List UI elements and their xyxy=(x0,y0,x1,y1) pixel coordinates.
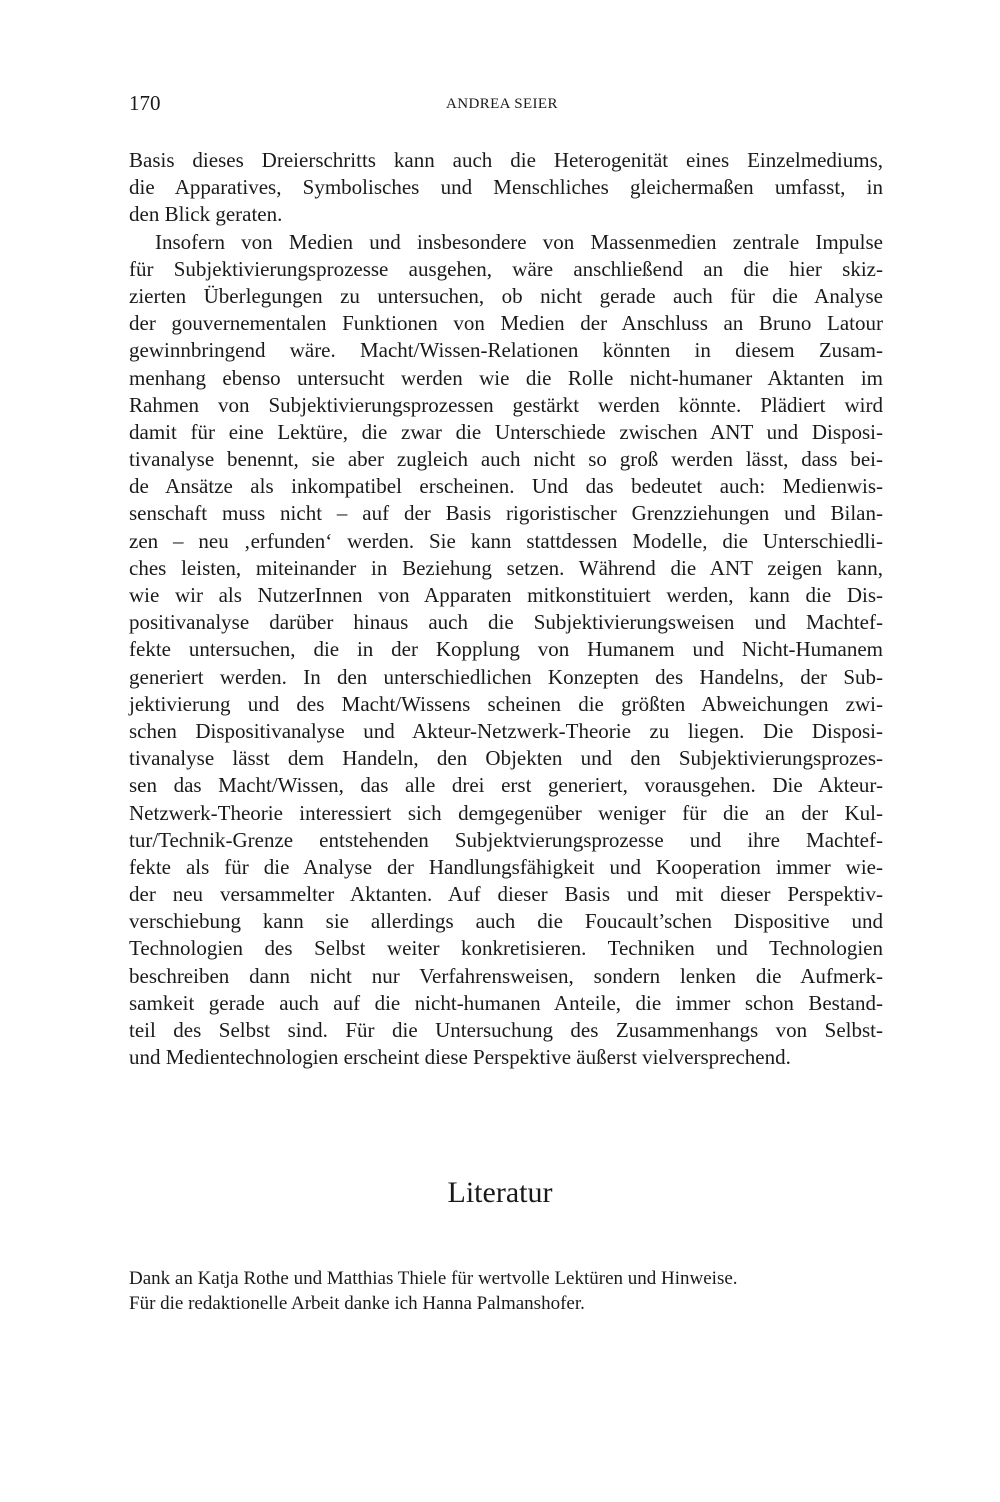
page-number: 170 xyxy=(129,91,161,115)
text-line: menhang ebenso untersucht werden wie die Rolle nicht-humaner Aktanten im xyxy=(129,365,883,390)
text-line: damit für eine Lektüre, die zwar die Unterschiede zwischen ANT und Disposi- xyxy=(129,419,883,444)
text-line: teil des Selbst sind. Für die Untersuchung des Zusammenhangs von Selbst- xyxy=(129,1018,883,1042)
text-line: fekte als für die Analyse der Handlungsfähigkeit und Kooperation immer wie- xyxy=(129,854,883,879)
text-line: generiert werden. In den unterschiedlichen Konzepten des Handelns, der Sub- xyxy=(129,664,883,689)
section-heading: Literatur xyxy=(447,1176,553,1209)
text-line: den Blick geraten. xyxy=(129,202,283,227)
text-line: für Subjektivierungsprozesse ausgehen, wäre anschließend an die hier skiz- xyxy=(129,256,883,281)
text-line: zen – neu ‚erfunden‘ werden. Sie kann stattdessen Modelle, die Unterschiedli- xyxy=(129,528,883,553)
text-line: Technologien des Selbst weiter konkretisieren. Techniken und Technologien xyxy=(129,936,883,961)
text-line: tur/Technik-Grenze entstehenden Subjektvierungsprozesse und ihre Machtef- xyxy=(129,827,883,852)
paragraph-2 xyxy=(129,229,883,1072)
text-line: tivanalyse benennt, sie aber zugleich auch nicht so groß werden lässt, dass bei- xyxy=(129,447,883,472)
text-line: der gouvernementalen Funktionen von Medien der Anschluss an Bruno Latour xyxy=(129,311,883,336)
text-line: schen Dispositivanalyse und Akteur-Netzwerk-Theorie zu liegen. Die Disposi- xyxy=(129,718,883,743)
text-line: beschreiben dann nicht nur Verfahrensweisen, sondern lenken die Aufmerk- xyxy=(129,963,883,988)
text-line: samkeit gerade auch auf die nicht-humanen Anteile, die immer schon Bestand- xyxy=(129,990,883,1015)
text-line: ches leisten, miteinander in Beziehung setzen. Während die ANT zeigen kann, xyxy=(129,555,883,580)
text-line: wie wir als NutzerInnen von Apparaten mitkonstituiert werden, kann die Dis- xyxy=(129,583,883,607)
text-line: und Medientechnologien erscheint diese Perspektive äußerst vielversprechend. xyxy=(129,1045,791,1070)
text-line: zierten Überlegungen zu untersuchen, ob nicht gerade auch für die Analyse xyxy=(129,283,883,308)
text-line: Insofern von Medien und insbesondere von Massenmedien zentrale Impulse xyxy=(155,229,883,254)
acknowledgement-line: Dank an Katja Rothe und Matthias Thiele für wertvolle Lektüren und Hinweise. xyxy=(129,1268,738,1289)
text-line: Basis dieses Dreierschritts kann auch die Heterogenität eines Einzelmediums, xyxy=(129,148,883,172)
text-line: Netzwerk-Theorie interessiert sich demgegenüber weniger für die an der Kul- xyxy=(129,800,883,825)
text-line: gewinnbringend wäre. Macht/Wissen-Relationen könnten in diesem Zusam- xyxy=(129,338,883,363)
acknowledgements xyxy=(129,1266,883,1316)
text-line: senschaft muss nicht – auf der Basis rigoristischer Grenzziehungen und Bilan- xyxy=(129,501,883,526)
text-line: de Ansätze als inkompatibel erscheinen. Und das bedeutet auch: Medienwis- xyxy=(129,474,883,499)
body-text xyxy=(129,147,883,1071)
text-line: tivanalyse lässt dem Handeln, den Objekten und den Subjektivierungsprozes- xyxy=(129,746,883,771)
running-head: ANDREA SEIER xyxy=(446,96,558,112)
paragraph-1 xyxy=(129,147,883,229)
text-line: fekte untersuchen, die in der Kopplung von Humanem und Nicht-Humanem xyxy=(129,637,883,662)
text-line: sen das Macht/Wissen, das alle drei erst generiert, vorausgehen. Die Akteur- xyxy=(129,773,883,798)
text-line: jektivierung und des Macht/Wissens scheinen die größten Abweichungen zwi- xyxy=(129,691,883,716)
text-line: die Apparatives, Symbolisches und Menschliches gleichermaßen umfasst, in xyxy=(129,175,883,200)
acknowledgement-line: Für die redaktionelle Arbeit danke ich Hanna Palmanshofer. xyxy=(129,1293,585,1314)
text-line: der neu versammelter Aktanten. Auf dieser Basis und mit dieser Perspektiv- xyxy=(129,882,883,907)
text-line: verschiebung kann sie allerdings auch die Foucault’schen Dispositive und xyxy=(129,909,883,934)
text-line: positivanalyse darüber hinaus auch die Subjektivierungsweisen und Machtef- xyxy=(129,610,883,635)
text-line: Rahmen von Subjektivierungsprozessen gestärkt werden könnte. Plädiert wird xyxy=(129,392,883,417)
